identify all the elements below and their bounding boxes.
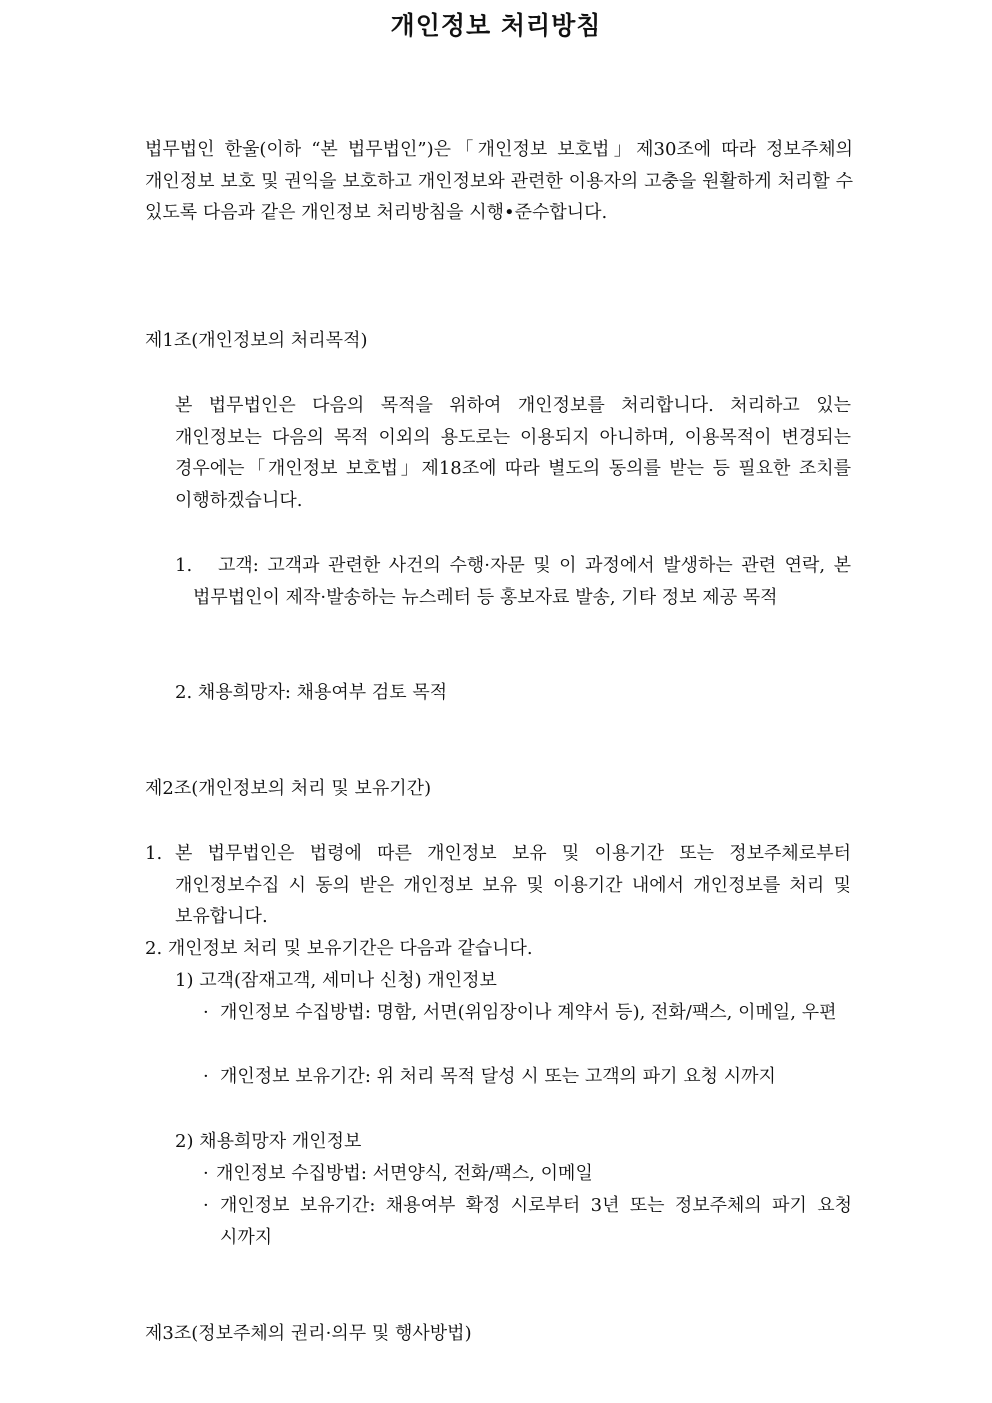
article2-item2: 2. 개인정보 처리 및 보유기간은 다음과 같습니다.	[145, 938, 533, 959]
bullet-mark: ·	[203, 1195, 209, 1216]
bullet-mark: ·	[203, 1066, 209, 1087]
intro-paragraph: 법무법인 한울(이하 “본 법무법인”)은「개인정보 보호법」제30조에 따라 정보주체의 개인정보 보호 및 권익을 보호하고 개인정보와 관련한 이용자의 고충을 원활하게 처리할 수 있도록 다음과 같은 개인정보 처리방침을 시행•준수합니다.	[145, 139, 853, 223]
article1-item1-text: 고객: 고객과 관련한 사건의 수행·자문 및 이 과정에서 발생하는 관련 연락, 본 법무법인이 제작·발송하는 뉴스레터 등 홍보자료 발송, 기타 정보 제공 목적	[193, 555, 851, 608]
article2-sub1-bullet2: 개인정보 보유기간: 위 처리 목적 달성 시 또는 고객의 파기 요청 시까지	[220, 1066, 776, 1087]
article2-sub1-bullet1: 개인정보 수집방법: 명함, 서면(위임장이나 계약서 등), 전화/팩스, 이메일, 우편	[220, 1002, 837, 1023]
article1-item2: 2. 채용희망자: 채용여부 검토 목적	[175, 682, 448, 703]
bullet-mark: ·	[203, 1002, 209, 1023]
article2-item1-number: 1.	[145, 843, 163, 864]
article2-sub2-bullet1: 개인정보 수집방법: 서면양식, 전화/팩스, 이메일	[216, 1163, 593, 1184]
article2-sub1: 1) 고객(잠재고객, 세미나 신청) 개인정보	[175, 970, 497, 991]
article2-sub2-bullet2: 개인정보 보유기간: 채용여부 확정 시로부터 3년 또는 정보주체의 파기 요청 시까지	[220, 1195, 852, 1248]
article3-heading: 제3조(정보주체의 권리·의무 및 행사방법)	[145, 1323, 472, 1344]
bullet-mark: ·	[203, 1163, 209, 1184]
article1-body: 본 법무법인은 다음의 목적을 위하여 개인정보를 처리합니다. 처리하고 있는 개인정보는 다음의 목적 이외의 용도로는 이용되지 아니하며, 이용목적이 변경되는 경우에는「개인정보 보호법」제18조에 따라 별도의 동의를 받는 등 필요한 조치를 이행하겠습니다.	[175, 395, 851, 511]
article2-heading: 제2조(개인정보의 처리 및 보유기간)	[145, 778, 432, 799]
article1-heading: 제1조(개인정보의 처리목적)	[145, 330, 368, 351]
article1-item1	[175, 550, 851, 613]
article2-item1-text: 본 법무법인은 법령에 따른 개인정보 보유 및 이용기간 또는 정보주체로부터 개인정보수집 시 동의 받은 개인정보 보유 및 이용기간 내에서 개인정보를 처리 및 보유합니다.	[175, 843, 851, 927]
article2-sub2: 2) 채용희망자 개인정보	[175, 1131, 362, 1152]
document-title: 개인정보 처리방침	[390, 11, 602, 40]
article1-item1-number: 1.	[175, 555, 193, 576]
